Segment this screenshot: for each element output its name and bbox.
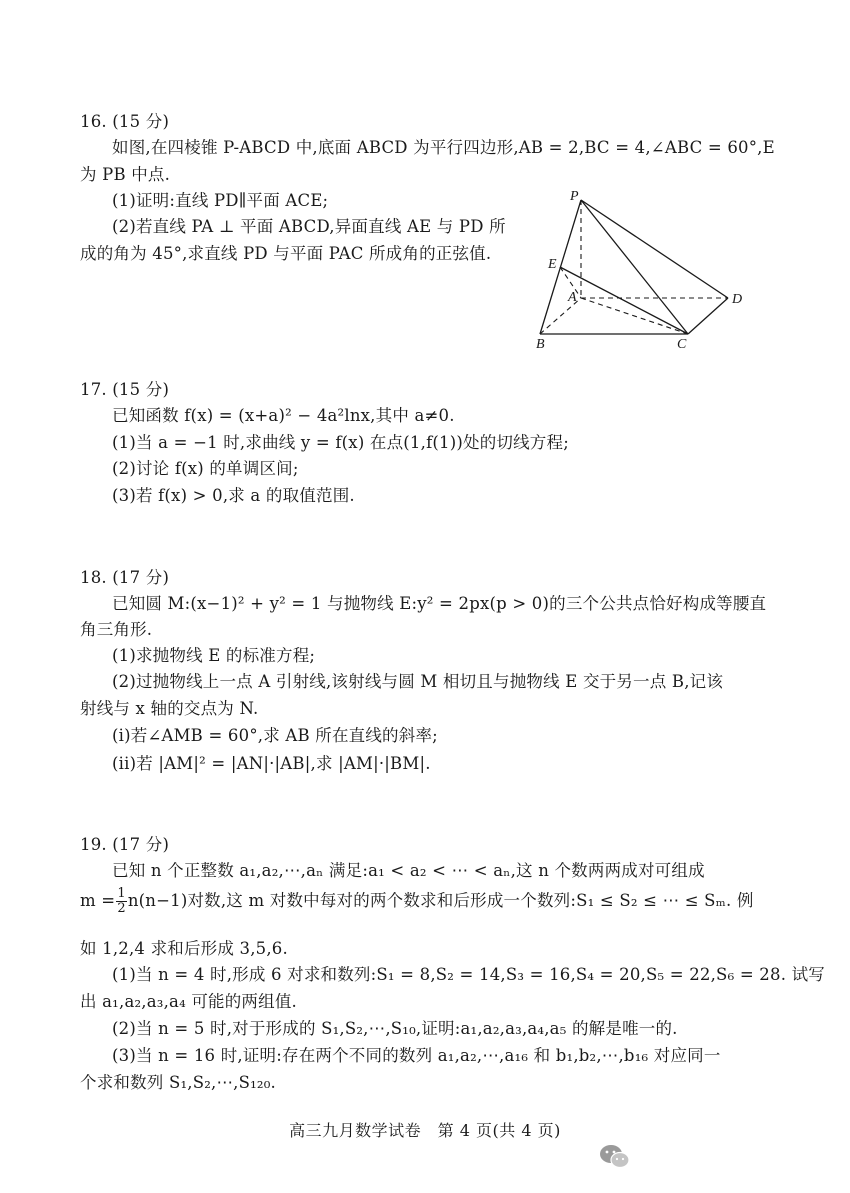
q18-part-2-ii: (ii)若 |AM|² = |AN|·|AB|,求 |AM|·|BM|. <box>112 754 431 773</box>
q19-heading: 19. (17 分) <box>80 835 170 854</box>
q16-part-1: (1)证明:直线 PD∥平面 ACE; <box>112 191 329 210</box>
fraction-denominator: 2 <box>117 901 126 916</box>
q19-part-2: (2)当 n = 5 时,对于形成的 S₁,S₂,⋯,S₁₀,证明:a₁,a₂,a₃,a₄,a₅ 的解是唯一的. <box>112 1019 678 1038</box>
pyramid-figure <box>520 180 750 350</box>
q19-part-3-cont: 个求和数列 S₁,S₂,⋯,S₁₂₀. <box>80 1073 277 1092</box>
q19-line-2 <box>80 886 754 916</box>
q19-part-1-cont: 出 a₁,a₂,a₃,a₄ 可能的两组值. <box>80 992 297 1011</box>
q18-part-2-i: (i)若∠AMB = 60°,求 AB 所在直线的斜率; <box>112 726 438 745</box>
q17-heading: 17. (15 分) <box>80 380 170 399</box>
label-c: C <box>677 337 687 350</box>
fraction-half <box>116 887 126 916</box>
q19-part-3: (3)当 n = 16 时,证明:存在两个不同的数列 a₁,a₂,⋯,a₁₆ 和 b₁,b₂,⋯,b₁₆ 对应同一 <box>112 1046 721 1065</box>
watermark <box>598 1138 838 1176</box>
q16-line-1: 如图,在四棱锥 P-ABCD 中,底面 ABCD 为平行四边形,AB = 2,BC = 4,∠ABC = 60°,E <box>112 138 775 157</box>
q16-line-2: 为 PB 中点. <box>80 165 171 184</box>
label-b: B <box>536 337 545 350</box>
q18-line-2: 角三角形. <box>80 620 153 639</box>
q17-part-3: (3)若 f(x) > 0,求 a 的取值范围. <box>112 486 355 505</box>
label-e: E <box>548 257 557 272</box>
q16-part-2: (2)若直线 PA ⊥ 平面 ABCD,异面直线 AE 与 PD 所 <box>112 217 506 236</box>
wechat-icon <box>598 1142 632 1172</box>
q19-m-eq: m = <box>80 891 116 910</box>
q19-line-1: 已知 n 个正整数 a₁,a₂,⋯,aₙ 满足:a₁ < a₂ < ⋯ < aₙ,这 n 个数两两成对可组成 <box>112 861 705 880</box>
q18-part-2: (2)过抛物线上一点 A 引射线,该射线与圆 M 相切且与抛物线 E 交于另一点 B,记该 <box>112 672 724 691</box>
page-footer: 高三九月数学试卷 第 4 页(共 4 页) <box>289 1121 561 1140</box>
label-a: A <box>568 290 577 305</box>
q17-line-1: 已知函数 f(x) = (x+a)² − 4a²lnx,其中 a≠0. <box>112 406 455 425</box>
q18-part-2-cont: 射线与 x 轴的交点为 N. <box>80 699 259 718</box>
q16-heading: 16. (15 分) <box>80 112 170 131</box>
q19-line-2-text: n(n−1)对数,这 m 对数中每对的两个数求和后形成一个数列:S₁ ≤ S₂ ≤ ⋯ ≤ Sₘ. 例 <box>127 891 754 910</box>
label-d: D <box>732 292 743 307</box>
q17-part-1: (1)当 a = −1 时,求曲线 y = f(x) 在点(1,f(1))处的切线方程; <box>112 433 569 452</box>
q18-line-1: 已知圆 M:(x−1)² + y² = 1 与抛物线 E:y² = 2px(p > 0)的三个公共点恰好构成等腰直 <box>112 594 767 613</box>
q18-part-1: (1)求抛物线 E 的标准方程; <box>112 646 316 665</box>
q17-part-2: (2)讨论 f(x) 的单调区间; <box>112 459 299 478</box>
fraction-numerator: 1 <box>117 886 126 901</box>
q19-line-3: 如 1,2,4 求和后形成 3,5,6. <box>80 939 288 958</box>
q19-part-1: (1)当 n = 4 时,形成 6 对求和数列:S₁ = 8,S₂ = 14,S₃ = 16,S₄ = 20,S₅ = 22,S₆ = 28. 试写 <box>112 965 825 984</box>
q16-part-2-cont: 成的角为 45°,求直线 PD 与平面 PAC 所成角的正弦值. <box>80 244 492 263</box>
label-p: P <box>570 189 579 204</box>
q18-heading: 18. (17 分) <box>80 568 170 587</box>
